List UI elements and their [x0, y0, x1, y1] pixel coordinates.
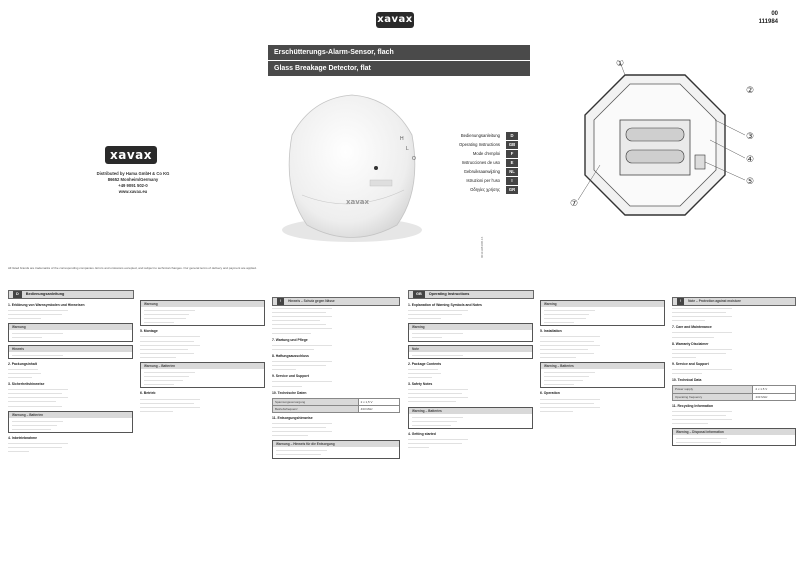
- doc-number-block: [738, 10, 778, 26]
- title-en: Glass Breakage Detector, flat: [268, 61, 530, 76]
- device-led: [374, 166, 378, 170]
- warning-title: Warnung: [141, 301, 264, 307]
- language-code: NL: [506, 168, 518, 176]
- device-label-h: H: [400, 136, 404, 142]
- warning-box: Warning ————————————————— ——————————————— —————————————— ——————————: [540, 300, 665, 326]
- spec-value: 2 x 1.5 V: [753, 386, 796, 393]
- text-block: ———————————————————— —————————————————— ———————————————————— ————————————: [272, 420, 332, 438]
- language-label: Operating Instructions: [459, 142, 500, 147]
- warning-box: Warning ————————————————— ——————————: [408, 323, 533, 341]
- warning-box: Warning – Disposal information ————————————————— ———————————————: [672, 428, 796, 446]
- warning-box: Warnung ————————————————— ——————————————— —————————————— ——————————: [140, 300, 265, 326]
- callout-7: ⑦: [570, 199, 579, 209]
- text-block: ———————————————————— —————————————————— ———————: [8, 440, 68, 454]
- language-row-i: [428, 176, 518, 185]
- language-row-e: [428, 158, 518, 167]
- text-block: ———————————————————— —————————————————— ———————————————————— ———————————————— —————————————————— ————————————: [140, 334, 200, 359]
- warning-title: Warning – Batteries: [541, 363, 664, 369]
- text-block: ———————————————————— —————————————————— ———————————: [8, 308, 68, 321]
- section-heading: 1. Explanation of Warning Symbols and Notes: [408, 303, 482, 307]
- english-header-code: GB: [413, 291, 425, 298]
- right-header-code: !: [677, 298, 684, 305]
- distributor-logo: xavax: [105, 146, 157, 164]
- text-block: ———————————————————— —————————————————— ————————: [672, 346, 732, 359]
- text-block: ———————————————————— ——————————: [672, 367, 732, 376]
- section-heading: 4. Getting started: [408, 431, 436, 436]
- text-block: ———————————————————— —————————————————— ————————: [272, 359, 332, 372]
- distributor-line3: +49 9091 502-0: [118, 183, 148, 188]
- german-header-title: Bedienungsanleitung: [25, 292, 65, 296]
- warning-title: Warnung – Batterien: [141, 363, 264, 369]
- mid-header-code: !: [277, 298, 284, 305]
- warning-box: Warnung – Batterien ————————————————— ——————————————— ————————————— ——————————: [140, 362, 265, 388]
- device-switch: [370, 180, 392, 186]
- warning-box: Warnung – Batterien ————————————————— ——————————————— —————————————: [8, 411, 133, 433]
- language-row-de: [428, 131, 518, 140]
- text-block: ———————————————————— —————————————————— ———————: [408, 436, 468, 450]
- language-label: Istruzioni per l'uso: [466, 178, 500, 183]
- language-code: F: [506, 150, 518, 158]
- section-heading: 2. Packungsinhalt: [8, 361, 37, 366]
- german-header-code: D: [13, 291, 22, 298]
- text-block: ———————————————————— —————————————————— ———————————————————— ———————————: [540, 396, 600, 413]
- language-row-gb: [428, 140, 518, 149]
- distributor-line4: www.xavax.eu: [118, 189, 148, 194]
- spec-label: Betriebsfrequenz: [273, 405, 359, 412]
- warning-title: Warning – Disposal information: [673, 429, 795, 435]
- callout-3: ③: [746, 132, 755, 142]
- note-title: Hinweis: [9, 346, 132, 352]
- warning-title: Warning: [541, 301, 664, 307]
- language-code: E: [506, 159, 518, 167]
- section-heading: 2. Package Contents: [408, 361, 442, 366]
- distributor-block: [68, 171, 198, 195]
- text-block: ———————————————————— —————————————————— ———————————————————— ———————————: [140, 396, 200, 413]
- text-block: ———————————————————— ——————————: [272, 379, 332, 388]
- section-heading: 7. Care and Maintenance: [672, 325, 712, 330]
- text-block: ———————————————————— —————————————————— ———————————————————— ————————————————: [408, 387, 468, 404]
- english-header-title: Operating Instructions: [428, 292, 470, 296]
- section-heading: 9. Service and Support: [672, 362, 709, 367]
- device-diagram: [560, 60, 785, 230]
- table-row: [673, 386, 796, 393]
- language-row-f: [428, 149, 518, 158]
- english-col-1: [408, 300, 533, 449]
- distributor-line2: 86652 Monheim/Germany: [107, 177, 159, 182]
- mid-header: [272, 297, 400, 306]
- text-block: ———————————————————— —————————————————— ———————————————————— ———————————————— —————————————————— ————————————: [540, 334, 600, 359]
- language-label: Gebruiksaanwijzing: [463, 169, 500, 174]
- section-heading: 4. Inbetriebnahme: [8, 435, 38, 440]
- doc-number: 00: [771, 11, 778, 17]
- english-col-3: [672, 297, 796, 449]
- section-heading: 6. Betrieb: [140, 391, 156, 396]
- section-heading: 8. Warranty Disclaimer: [672, 341, 709, 346]
- spec-table: [672, 385, 796, 400]
- section-heading: 6. Operation: [540, 391, 560, 396]
- text-block: ———————————————————— —————————————————— ———————————————————— ————————————: [672, 408, 732, 425]
- warning-box: Warning – Batteries ————————————————— ——————————————— ————————————— ——————————: [540, 362, 665, 388]
- device-label-o: O: [412, 156, 416, 162]
- brand-logo: xavax: [376, 12, 414, 28]
- device-label-l: L: [406, 146, 409, 152]
- spec-label: Spannungsversorgung: [273, 398, 359, 405]
- battery-1: [626, 128, 684, 141]
- language-row-nl: [428, 167, 518, 176]
- warning-title: Warnung: [9, 324, 132, 330]
- german-col-3: [272, 297, 400, 462]
- language-row-gr: [428, 185, 518, 194]
- section-heading: 1. Erklärung von Warnsymbolen und Hinweisen: [8, 303, 85, 307]
- text-block: ———————————————————— —————————————————— ———————————————————— ———————————————— ——————————————————: [8, 387, 68, 408]
- mid-header-title: Hinweis – Schutz gegen Nässe: [288, 299, 335, 303]
- warning-title: Warnung – Batterien: [9, 412, 132, 418]
- section-heading: 5. Installation: [540, 329, 562, 334]
- spec-table: [272, 398, 400, 413]
- warning-title: Warning – Batteries: [409, 408, 532, 414]
- distributor-line1: Distributed by Hama GmbH & Co KG: [96, 171, 170, 176]
- table-row: [273, 398, 400, 405]
- right-header: [672, 297, 796, 306]
- table-row: [273, 405, 400, 412]
- section-heading: 11. Recycling Information: [672, 403, 714, 408]
- language-label: Instrucciones de uso: [461, 160, 500, 165]
- note-box: Note —————————————————: [408, 345, 533, 359]
- section-heading: 9. Service und Support: [272, 374, 309, 379]
- section-heading: 10. Technische Daten: [272, 390, 307, 395]
- english-header: [408, 290, 534, 299]
- language-list: [428, 131, 518, 194]
- section-heading: 8. Haftungsausschluss: [272, 353, 309, 358]
- switch-part: [695, 155, 705, 169]
- section-heading: 5. Montage: [140, 329, 158, 334]
- note-title: Note: [409, 346, 532, 352]
- language-label: Bedienungsanleitung: [460, 133, 500, 138]
- language-code: I: [506, 177, 518, 185]
- language-code: GR: [506, 186, 518, 194]
- section-heading: 10. Technical Data: [672, 378, 702, 383]
- spec-value: 2 x 1,5 V: [358, 398, 399, 405]
- battery-2: [626, 150, 684, 163]
- text-block: ———————————————————— —————————————————— ———————————: [408, 308, 468, 321]
- text-block: —————————— ——————————— ————————: [408, 366, 441, 379]
- section-heading: 3. Safety Notes: [408, 382, 433, 387]
- table-row: [673, 393, 796, 400]
- device-brand: xavax: [346, 198, 370, 206]
- section-heading: 7. Wartung und Pflege: [272, 337, 308, 342]
- side-code: 00111984/08.16: [480, 236, 484, 258]
- title-de: Erschütterungs-Alarm-Sensor, flach: [268, 45, 530, 60]
- right-header-title: Note – Protection against moisture: [688, 299, 741, 303]
- section-heading: 3. Sicherheitshinweise: [8, 382, 45, 387]
- language-code: D: [506, 132, 518, 140]
- language-label: Οδηγίες χρήσης: [470, 187, 500, 192]
- warning-box: Warning – Batteries ————————————————— ——————————————— —————————————: [408, 407, 533, 429]
- section-heading: 11. Entsorgungshinweise: [272, 415, 313, 420]
- text-block: ———————————————————— ——————————————: [272, 342, 332, 351]
- spec-value: 433 MHz: [753, 393, 796, 400]
- callout-1: ①: [616, 60, 625, 69]
- german-col-2: [140, 297, 265, 413]
- warning-box: Warnung ————————————————— ——————————: [8, 323, 133, 341]
- english-col-2: [540, 297, 665, 413]
- callout-4: ④: [746, 155, 755, 165]
- warning-title: Warnung – Hinweis für die Entsorgung: [273, 441, 399, 447]
- spec-label: Operating frequency: [673, 393, 753, 400]
- device-body: [289, 95, 415, 238]
- callout-5: ⑤: [746, 177, 755, 187]
- cover-footnote: All listed brands are trademarks of the corresponding companies. Errors and omissions excepted, and subject to technical changes. Our general terms of delivery and payment are applied.: [8, 266, 257, 270]
- text-block: —————————— ——————————— ————————: [8, 366, 41, 379]
- spec-label: Power supply: [673, 386, 753, 393]
- language-code: GB: [506, 141, 518, 149]
- text-block: ———————————————————— —————————————————— ———————————————————— ———————————————— —————————————————— ———————————————————— —————————————: [272, 306, 332, 335]
- german-header: [8, 290, 134, 299]
- text-block: ———————————————————— ——————————————: [672, 330, 732, 339]
- warning-box: Warnung – Hinweis für die Entsorgung ————————————————— ———————————————: [272, 440, 400, 458]
- callout-2: ②: [746, 86, 755, 96]
- warning-title: Warning: [409, 324, 532, 330]
- spec-value: 433 MHz: [358, 405, 399, 412]
- text-block: ———————————————————— —————————————————— ———————————————————— ———————————: [672, 306, 732, 323]
- doc-article: 111984: [758, 19, 778, 25]
- german-col-1: [8, 300, 133, 453]
- note-box: Hinweis —————————————————: [8, 345, 133, 359]
- device-illustration: [272, 80, 432, 255]
- language-label: Mode d'emploi: [472, 151, 500, 156]
